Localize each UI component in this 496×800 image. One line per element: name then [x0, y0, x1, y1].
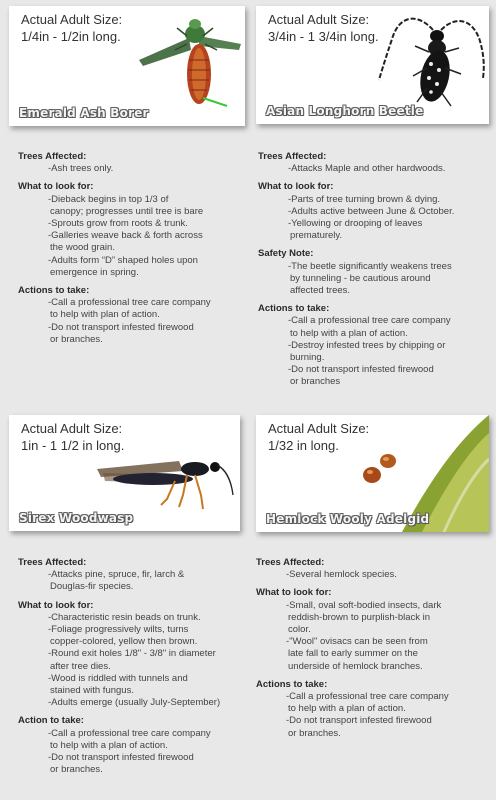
info-line: emergence in spring.	[50, 266, 139, 278]
size-value: 3/4in - 1 3/4in long.	[268, 29, 379, 44]
asian-longhorn-beetle-info	[258, 151, 494, 389]
info-line: -Attacks pine, spruce, fir, larch &	[48, 569, 185, 581]
what-to-look-for-heading: What to look for:	[18, 599, 94, 611]
info-line: -Round exit holes 1/8" - 3/8" in diameter	[48, 648, 216, 660]
what-to-look-for-heading: What to look for:	[256, 587, 332, 599]
info-line: -Dieback begins in top 1/3 of	[48, 193, 169, 205]
size-value: 1/32 in long.	[268, 438, 339, 453]
info-line: -Adults emerge (usually July-September)	[48, 697, 221, 709]
info-line: to help with a plan of action.	[288, 703, 406, 715]
info-line: -Adults active between June & October.	[288, 205, 455, 217]
trees-affected-heading: Trees Affected:	[258, 151, 327, 162]
info-line: the wood grain.	[50, 242, 115, 254]
size-value: 1in - 1 1/2 in long.	[21, 438, 125, 453]
info-line: or branches.	[50, 764, 103, 776]
info-line: to help with a plan of action.	[50, 739, 168, 751]
actions-heading: Action to take:	[18, 715, 84, 727]
info-line: copper-colored, yellow then brown.	[50, 636, 198, 648]
safety-note-heading: Safety Note:	[258, 248, 314, 260]
size-value: 1/4in - 1/2in long.	[21, 29, 121, 44]
info-line: burning.	[290, 352, 325, 364]
info-line: -The beetle significantly weakens trees	[288, 260, 452, 272]
info-line: -Call a professional tree care company	[288, 315, 451, 327]
info-line: stained with fungus.	[50, 685, 134, 697]
info-line: -Do not transport infested firewood	[48, 752, 194, 764]
info-line: color.	[288, 624, 311, 636]
info-line: -"Wool" ovisacs can be seen from	[286, 636, 428, 648]
trees-affected-heading: Trees Affected:	[18, 557, 87, 568]
hemlock-wooly-adelgid-card	[256, 415, 489, 532]
info-line: -Call a professional tree care company	[48, 297, 211, 309]
info-line: -Ash trees only.	[48, 163, 114, 175]
hemlock-wooly-adelgid-info	[256, 557, 492, 740]
info-line: -Do not transport infested firewood	[286, 715, 432, 727]
info-line: to help with plan of action.	[50, 309, 160, 321]
info-line: -Call a professional tree care company	[48, 727, 211, 739]
info-line: Douglas-fir species.	[50, 581, 134, 593]
size-label: Actual Adult Size:	[21, 12, 123, 27]
actions-heading: Actions to take:	[256, 678, 328, 690]
info-line: -Parts of tree turning brown & dying.	[288, 193, 441, 205]
info-line: -Destroy infested trees by chipping or	[288, 339, 446, 351]
emerald-ash-borer-card	[9, 6, 245, 126]
what-to-look-for-heading: What to look for:	[258, 181, 334, 193]
insect-name: Sirex Woodwasp	[19, 511, 134, 525]
info-line: -Attacks Maple and other hardwoods.	[288, 163, 446, 175]
asian-longhorn-beetle-image	[371, 8, 489, 108]
sirex-woodwasp-card	[9, 415, 240, 531]
info-line: after tree dies.	[50, 660, 111, 672]
info-line: -Characteristic resin beads on trunk.	[48, 611, 201, 623]
actions-heading: Actions to take:	[18, 285, 90, 297]
emerald-ash-borer-info	[18, 151, 248, 346]
size-label: Actual Adult Size:	[21, 421, 123, 436]
info-line: by tunneling - be cautious around	[290, 272, 431, 284]
insect-name: Hemlock Wooly Adelgid	[266, 512, 430, 526]
info-line: late fall to early summer on the	[288, 648, 418, 660]
info-line: or branches.	[288, 727, 341, 739]
info-line: -Adults form “D” shaped holes upon	[48, 254, 198, 266]
info-line: -Foliage progressively wilts, turns	[48, 624, 189, 636]
info-line: -Yellowing or drooping of leaves	[288, 218, 423, 230]
info-line: underside of hemlock branches.	[288, 660, 423, 672]
info-line: to help with a plan of action.	[290, 327, 408, 339]
insect-name: Emerald Ash Borer	[19, 106, 149, 120]
info-line: affected trees.	[290, 285, 351, 297]
info-line: reddish-brown to purplish-black in	[288, 611, 431, 623]
trees-affected-heading: Trees Affected:	[18, 151, 87, 162]
info-line: -Wood is riddled with tunnels and	[48, 672, 188, 684]
sirex-woodwasp-info	[18, 557, 254, 776]
info-line: -Do not transport infested firewood	[288, 364, 434, 376]
size-label: Actual Adult Size:	[268, 12, 370, 27]
info-line: canopy; progresses until tree is bare	[50, 205, 204, 217]
info-line: or branches	[290, 376, 341, 388]
info-line: -Several hemlock species.	[286, 569, 397, 581]
what-to-look-for-heading: What to look for:	[18, 181, 94, 193]
info-line: -Small, oval soft-bodied insects, dark	[286, 599, 442, 611]
asian-longhorn-beetle-card	[256, 6, 489, 124]
info-line: or branches.	[50, 333, 103, 345]
info-line: -Call a professional tree care company	[286, 691, 449, 703]
sirex-woodwasp-image	[83, 451, 235, 511]
info-line: prematurely.	[290, 230, 343, 242]
emerald-ash-borer-image	[129, 10, 245, 110]
info-line: -Sprouts grow from roots & trunk.	[48, 218, 188, 230]
insect-name: Asian Longhorn Beetle	[266, 104, 424, 118]
info-line: -Do not transport infested firewood	[48, 321, 194, 333]
info-line: -Galleries weave back & forth across	[48, 230, 203, 242]
trees-affected-heading: Trees Affected:	[256, 557, 325, 568]
actions-heading: Actions to take:	[258, 303, 330, 315]
size-label: Actual Adult Size:	[268, 421, 370, 436]
